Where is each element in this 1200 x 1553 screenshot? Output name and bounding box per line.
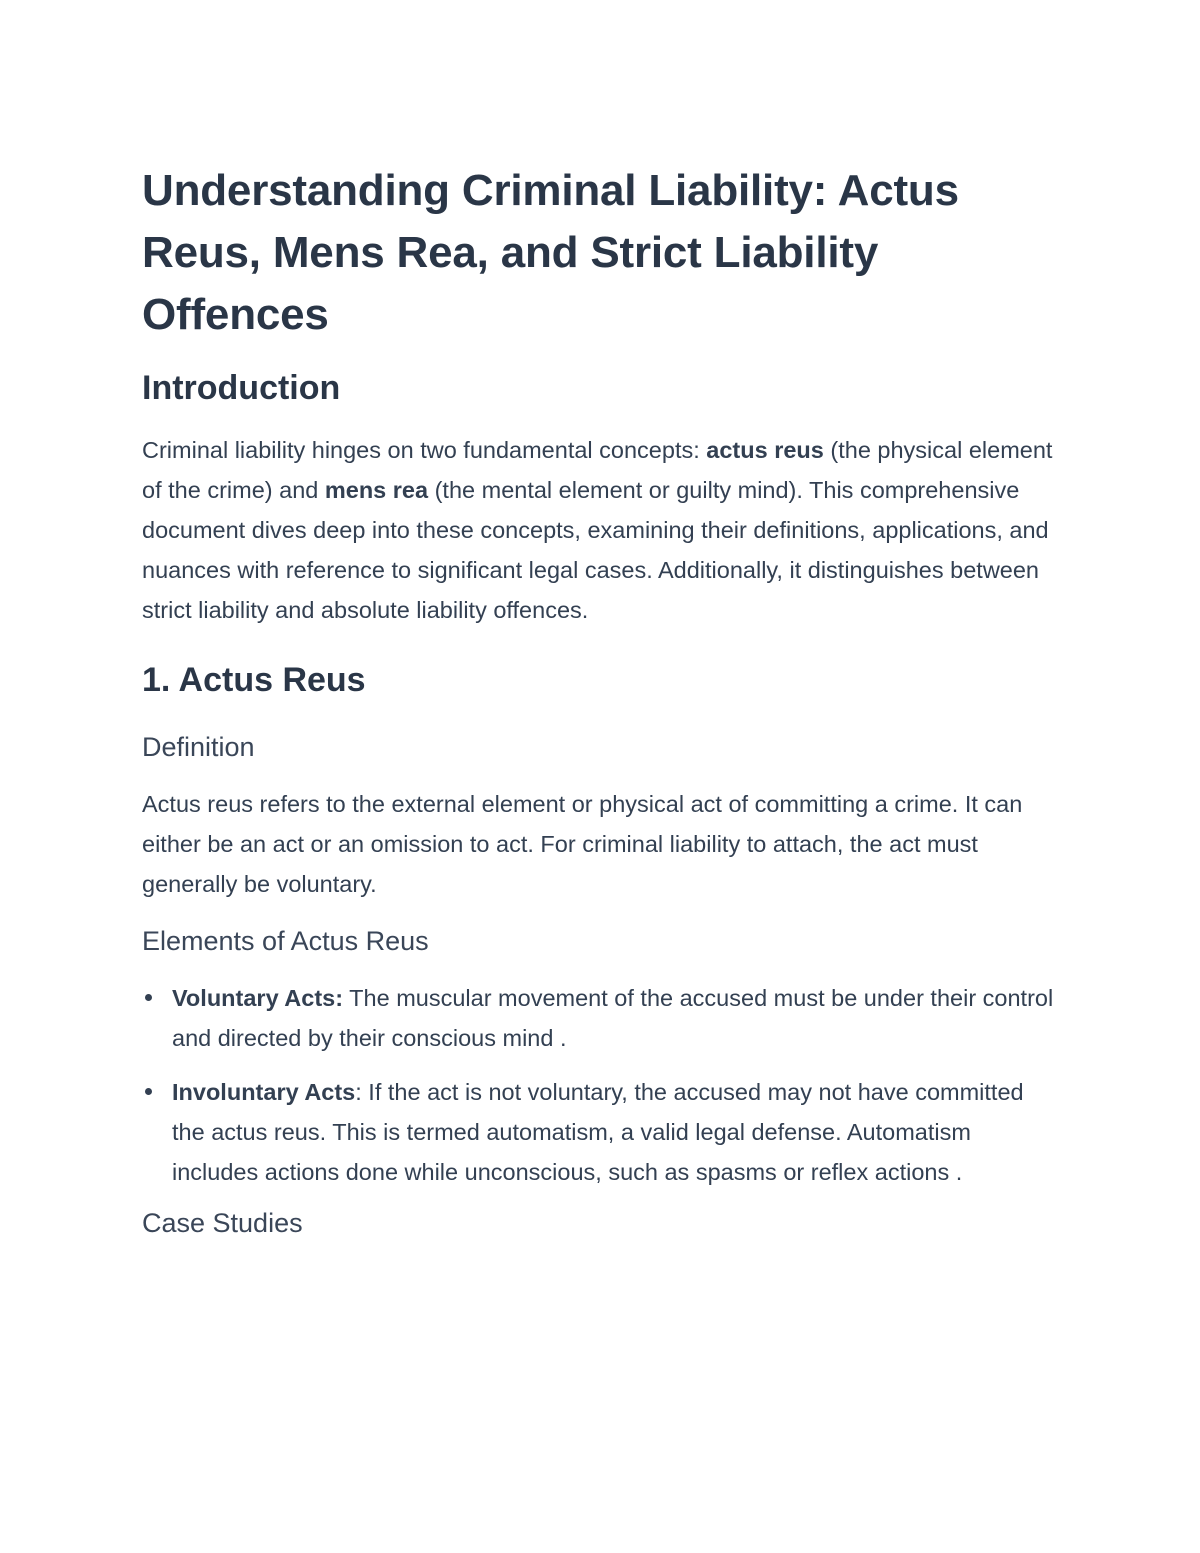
case-studies-heading: Case Studies [142, 1208, 303, 1238]
voluntary-acts-text: The muscular movement of the accused must be under their control and directed by their conscious mind . [172, 985, 1054, 1051]
list-item [142, 978, 1062, 1058]
introduction-heading: Introduction [142, 369, 341, 407]
voluntary-acts-term: Voluntary Acts: [172, 985, 344, 1011]
actus-reus-heading: 1. Actus Reus [142, 661, 366, 699]
list-item [142, 1072, 1062, 1192]
elements-heading: Elements of Actus Reus [142, 926, 429, 956]
actus-reus-term: actus reus [706, 437, 824, 463]
bullet-icon [145, 1088, 152, 1095]
mens-rea-term: mens rea [324, 477, 429, 503]
introduction-paragraph [142, 430, 1062, 630]
bullet-icon [145, 994, 152, 1001]
document-page [142, 160, 1062, 1240]
involuntary-acts-term: Involuntary Acts [172, 1079, 356, 1105]
definition-heading: Definition [142, 732, 255, 762]
intro-text-3: (the mental element or guilty mind). This comprehensive document dives deep into these concepts, examining their definitions, applications, and nuances with reference to significant legal cases. Additionally, it distinguishes between strict liability and absolute liability offences. [142, 477, 1049, 623]
definition-paragraph: Actus reus refers to the external element or physical act of committing a crime. It can either be an act or an omission to act. For criminal liability to attach, the act must generally be voluntary. [142, 791, 1023, 897]
intro-text-2: (the physical element of the crime) and [142, 437, 1053, 503]
involuntary-acts-text: : If the act is not voluntary, the accused may not have committed the actus reus. This is termed automatism, a valid legal defense. Automatism includes actions done while unconscious, such as spasms or reflex actions . [172, 1079, 1024, 1185]
elements-list [142, 978, 1062, 1192]
document-title: Understanding Criminal Liability: Actus Reus, Mens Rea, and Strict Liability Offences [142, 166, 959, 339]
intro-text-1: Criminal liability hinges on two fundamental concepts: [142, 437, 707, 463]
